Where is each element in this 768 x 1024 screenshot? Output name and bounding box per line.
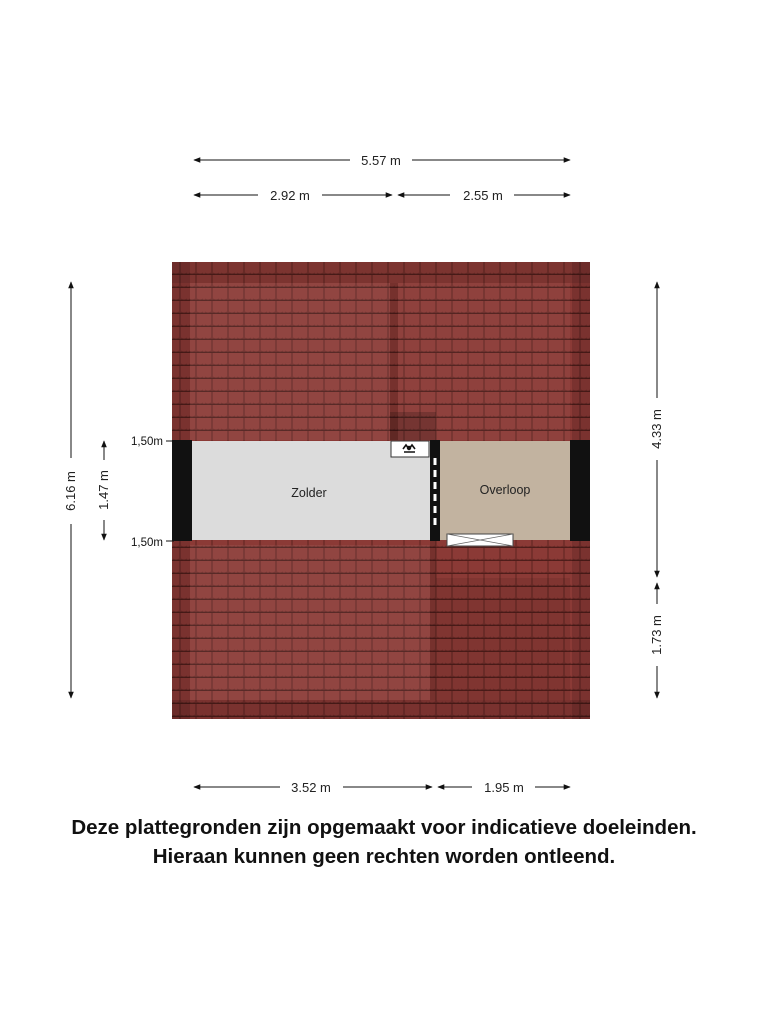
dimension-label: 2.92 m [270,188,310,203]
disclaimer-line-2: Hieraan kunnen geen rechten worden ontleend. [152,845,616,868]
dimension-label: 1.95 m [484,780,524,795]
dimension-top-right [398,188,570,203]
wall-partition [430,440,440,541]
wall-left [172,440,192,541]
room-label-overloop: Overloop [479,483,531,497]
dimension-bottom-right [438,780,570,795]
dimension-label: 3.52 m [291,780,331,795]
dimension-label: 5.57 m [361,153,401,168]
dimension-left-total [63,282,78,698]
ceiling-height-upper: 1,50m [131,436,163,448]
dimension-label: 4.33 m [649,409,664,449]
room-label-zolder: Zolder [291,486,327,500]
stair-hatch-icon [447,534,513,546]
dimension-top-total [194,153,570,168]
dimension-label: 1.47 m [96,470,111,510]
dimension-label: 2.55 m [463,188,503,203]
disclaimer-line-1: Deze plattegronden zijn opgemaakt voor indicatieve doeleinden. [71,816,697,839]
heater-icon [391,441,429,457]
dimension-label: 6.16 m [63,471,78,511]
dimension-right-lower [649,583,664,698]
dimension-left-inner [96,441,111,540]
dimension-bottom-left [194,780,432,795]
dimension-top-left [194,188,392,203]
dimension-right-upper [649,282,664,577]
wall-right [570,440,590,541]
dimension-label: 1.73 m [649,615,664,655]
ceiling-height-lower: 1,50m [131,537,163,549]
